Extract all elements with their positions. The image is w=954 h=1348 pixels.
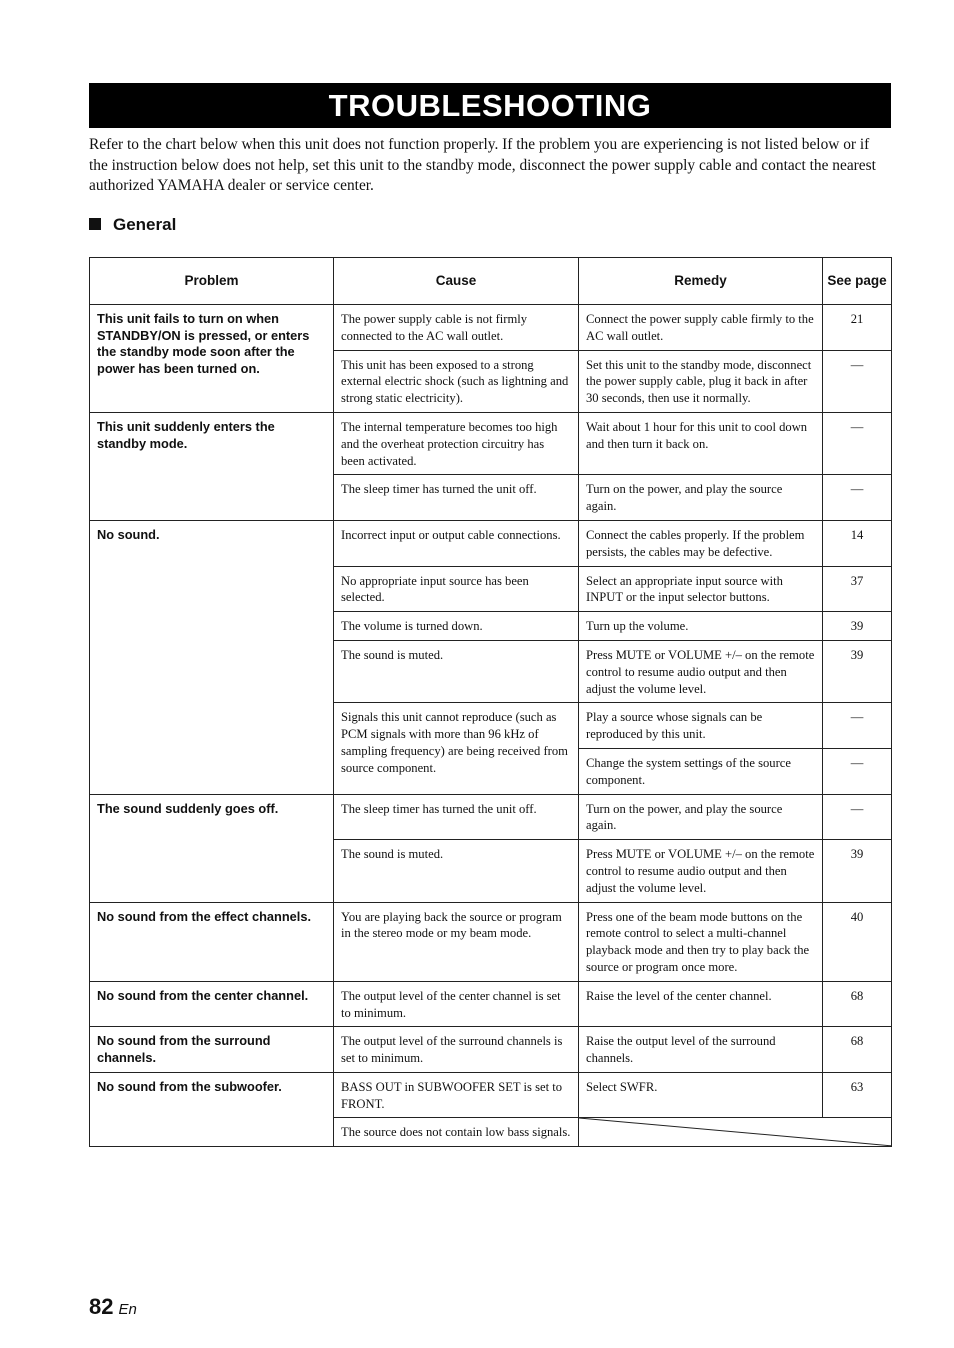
page-cell: 39 [823, 640, 892, 702]
remedy-cell: Change the system settings of the source component. [579, 748, 823, 794]
page-cell: 39 [823, 840, 892, 902]
page-cell: — [823, 794, 892, 840]
remedy-cell: Connect the cables properly. If the problem persists, the cables may be defective. [579, 520, 823, 566]
remedy-cell: Select SWFR. [579, 1072, 823, 1118]
remedy-cell: Press MUTE or VOLUME +/– on the remote control to resume audio output and then adjust the volume level. [579, 640, 823, 702]
remedy-cell: Select an appropriate input source with INPUT or the input selector buttons. [579, 566, 823, 612]
table-row [90, 1027, 892, 1073]
table-row [90, 412, 892, 474]
remedy-cell: Set this unit to the standby mode, disconnect the power supply cable, plug it back in after 30 seconds, then use it normally. [579, 350, 823, 412]
remedy-cell: Turn up the volume. [579, 612, 823, 641]
header-remedy: Remedy [579, 258, 823, 305]
cause-cell: The sound is muted. [334, 640, 579, 702]
problem-cell: No sound. [90, 520, 334, 794]
cause-cell: No appropriate input source has been selected. [334, 566, 579, 612]
language-code: En [118, 1301, 137, 1318]
cause-cell: The sleep timer has turned the unit off. [334, 475, 579, 521]
problem-cell: This unit fails to turn on when STANDBY/ON is pressed, or enters the standby mode soon after the power has been turned on. [90, 305, 334, 413]
cause-cell: The source does not contain low bass signals. [334, 1118, 579, 1147]
cause-cell: The output level of the surround channels is set to minimum. [334, 1027, 579, 1073]
page-cell: — [823, 703, 892, 749]
table-row [90, 1072, 892, 1118]
remedy-cell: Raise the output level of the surround channels. [579, 1027, 823, 1073]
remedy-cell: Turn on the power, and play the source again. [579, 794, 823, 840]
cause-cell: BASS OUT in SUBWOOFER SET is set to FRONT. [334, 1072, 579, 1118]
page-cell: — [823, 412, 892, 474]
cause-cell: The output level of the center channel is set to minimum. [334, 981, 579, 1027]
page-cell: 68 [823, 1027, 892, 1073]
problem-cell: No sound from the effect channels. [90, 902, 334, 981]
table-row [90, 902, 892, 981]
cause-cell: The volume is turned down. [334, 612, 579, 641]
header-see-page: See page [823, 258, 892, 305]
table-row [90, 981, 892, 1027]
remedy-cell: Connect the power supply cable firmly to the AC wall outlet. [579, 305, 823, 351]
cause-cell: The internal temperature becomes too high and the overheat protection circuitry has been activated. [334, 412, 579, 474]
diagonal-line [579, 1118, 891, 1146]
cause-cell: The power supply cable is not firmly connected to the AC wall outlet. [334, 305, 579, 351]
problem-cell: No sound from the center channel. [90, 981, 334, 1027]
cause-cell: The sound is muted. [334, 840, 579, 902]
cause-cell: The sleep timer has turned the unit off. [334, 794, 579, 840]
cause-cell: You are playing back the source or program in the stereo mode or my beam mode. [334, 902, 579, 981]
problem-cell: No sound from the surround channels. [90, 1027, 334, 1073]
header-cause: Cause [334, 258, 579, 305]
table-header-row [90, 258, 892, 305]
table-row [90, 794, 892, 840]
page-cell: — [823, 475, 892, 521]
page-footer [89, 1294, 137, 1320]
square-bullet-icon [89, 218, 101, 230]
page-cell: 14 [823, 520, 892, 566]
problem-cell: No sound from the subwoofer. [90, 1072, 334, 1146]
troubleshooting-table [89, 257, 892, 1147]
page-cell: 21 [823, 305, 892, 351]
table-row [90, 520, 892, 566]
page-cell: — [823, 350, 892, 412]
cause-cell: Signals this unit cannot reproduce (such as PCM signals with more than 96 kHz of sampling frequency) are being received from source component. [334, 703, 579, 794]
remedy-cell: Press one of the beam mode buttons on the remote control to select a multi-channel playback mode and then try to play back the source or program once more. [579, 902, 823, 981]
page-cell: 40 [823, 902, 892, 981]
remedy-cell: Press MUTE or VOLUME +/– on the remote control to resume audio output and then adjust the volume level. [579, 840, 823, 902]
remedy-cell: Raise the level of the center channel. [579, 981, 823, 1027]
section-heading [89, 215, 176, 235]
page-cell: 39 [823, 612, 892, 641]
page-cell: 68 [823, 981, 892, 1027]
page-cell: 37 [823, 566, 892, 612]
header-problem: Problem [90, 258, 334, 305]
remedy-cell: Turn on the power, and play the source again. [579, 475, 823, 521]
page-cell: 63 [823, 1072, 892, 1118]
page-cell: — [823, 748, 892, 794]
cause-cell: This unit has been exposed to a strong external electric shock (such as lightning and strong static electricity). [334, 350, 579, 412]
problem-cell: This unit suddenly enters the standby mode. [90, 412, 334, 520]
page-number: 82 [89, 1294, 114, 1319]
intro-paragraph: Refer to the chart below when this unit does not function properly. If the problem you are experiencing is not listed below or if the instruction below does not help, set this unit to the standby mode, disconnect the power supply cable and contact the nearest authorized YAMAHA dealer or service center. [89, 136, 876, 194]
section-title: General [113, 215, 177, 234]
cause-cell: Incorrect input or output cable connections. [334, 520, 579, 566]
remedy-cell: Wait about 1 hour for this unit to cool down and then turn it back on. [579, 412, 823, 474]
remedy-cell: Play a source whose signals can be reproduced by this unit. [579, 703, 823, 749]
page-title: TROUBLESHOOTING [89, 83, 891, 128]
problem-cell: The sound suddenly goes off. [90, 794, 334, 902]
table-row [90, 305, 892, 351]
empty-diagonal-cell [579, 1118, 892, 1147]
